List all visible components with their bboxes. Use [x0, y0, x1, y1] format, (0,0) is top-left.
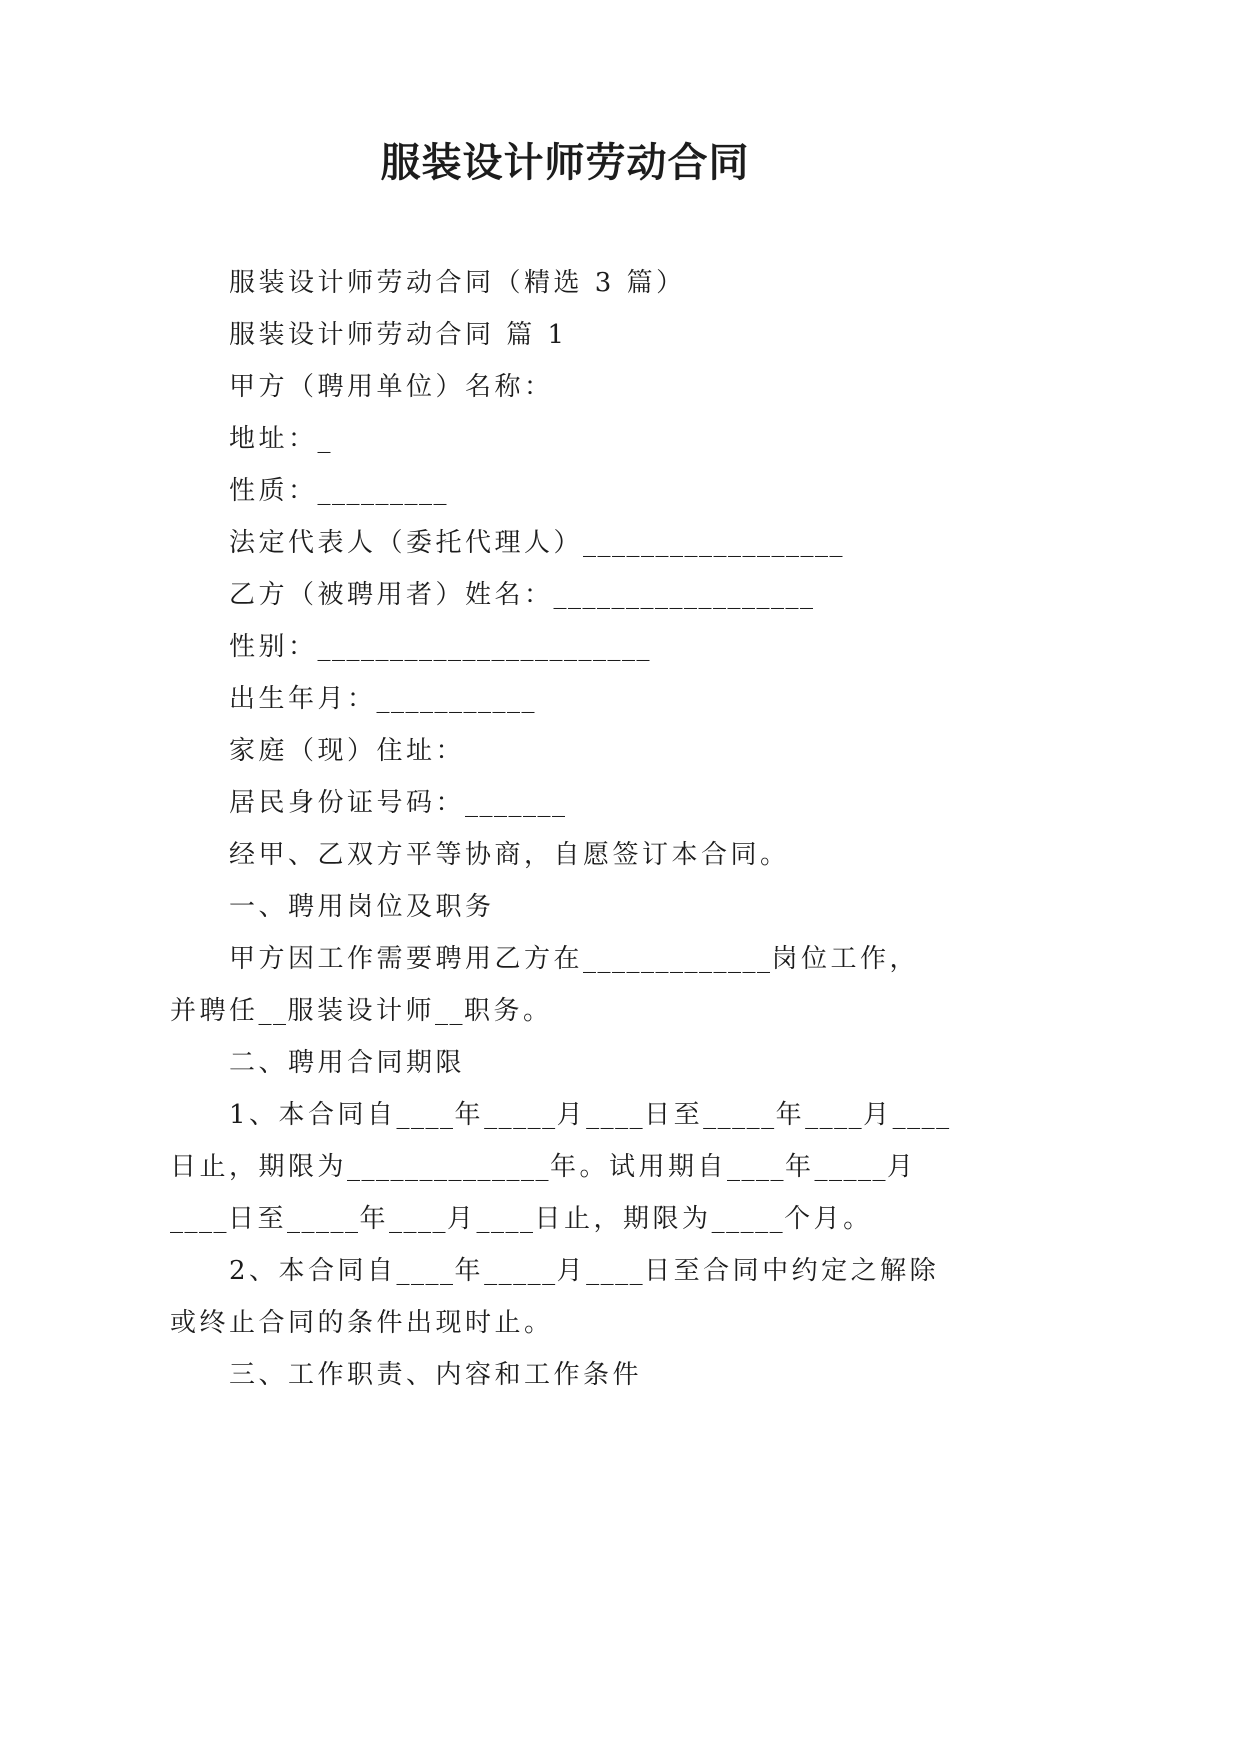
- fill-in-blank: ____: [727, 1152, 786, 1182]
- fill-in-blank: _____: [703, 1100, 776, 1130]
- fill-in-blank: ____: [170, 1204, 228, 1234]
- fill-in-blank: _______________________: [317, 632, 652, 662]
- text-line: 性质：_________: [229, 476, 449, 506]
- fill-in-blank: _______: [465, 788, 567, 818]
- text-line: 法定代表人（委托代理人）__________________: [229, 528, 845, 558]
- fill-in-blank: __________________: [583, 528, 845, 558]
- section-heading-1: [170, 881, 960, 933]
- fill-in-blank: __: [258, 996, 288, 1026]
- text-line: ____日至_____年____月____日止，期限为_____个月。: [170, 1204, 873, 1234]
- field-party-a-name: [170, 361, 960, 413]
- text-line: 服装设计师劳动合同（精选 3 篇）: [229, 268, 686, 298]
- text-line: 居民身份证号码：_______: [229, 788, 567, 818]
- section-heading-3: [170, 1349, 960, 1401]
- field-home-address: [170, 725, 960, 777]
- text-line: 出生年月：___________: [229, 684, 537, 714]
- fill-in-blank: __________________: [553, 580, 815, 610]
- text-line: 或终止合同的条件出现时止。: [170, 1308, 554, 1338]
- field-nature: [170, 465, 960, 517]
- text-line: 甲方（聘用单位）名称：: [229, 372, 554, 402]
- fill-in-blank: _____________: [583, 944, 772, 974]
- fill-in-blank: _____: [711, 1204, 785, 1234]
- fill-in-blank: ____: [389, 1204, 448, 1234]
- paragraph-agreement: [170, 829, 960, 881]
- text-line: 服装设计师劳动合同 篇 1: [229, 320, 568, 350]
- paragraph-term-1: [170, 1089, 960, 1245]
- fill-in-blank: ___________: [376, 684, 537, 714]
- fill-in-blank: _: [317, 424, 333, 454]
- fill-in-blank: _____: [814, 1152, 888, 1182]
- paragraph-term-2: [170, 1245, 960, 1349]
- text-line: 日止，期限为______________年。试用期自____年_____月: [170, 1152, 917, 1182]
- field-legal-representative: [170, 517, 960, 569]
- fill-in-blank: ______________: [347, 1152, 551, 1182]
- field-id-number: [170, 777, 960, 829]
- text-line: 经甲、乙双方平等协商，自愿签订本合同。: [229, 840, 790, 870]
- section-heading-2: [170, 1037, 960, 1089]
- text-line: 三、工作职责、内容和工作条件: [229, 1360, 643, 1390]
- fill-in-blank: ____: [586, 1256, 645, 1286]
- text-line: 并聘任__服装设计师__职务。: [170, 996, 553, 1026]
- paragraph-part-heading: [170, 309, 960, 361]
- fill-in-blank: ____: [586, 1100, 645, 1130]
- text-line: 地址：_: [229, 424, 333, 454]
- text-line: 乙方（被聘用者）姓名：__________________: [229, 580, 815, 610]
- fill-in-blank: _________: [317, 476, 449, 506]
- text-line: 家庭（现）住址：: [229, 736, 466, 766]
- field-party-b-name: [170, 569, 960, 621]
- fill-in-blank: _____: [484, 1100, 557, 1130]
- fill-in-blank: __: [435, 996, 465, 1026]
- fill-in-blank: ____: [396, 1100, 455, 1130]
- fill-in-blank: _____: [287, 1204, 360, 1234]
- text-line: 甲方因工作需要聘用乙方在_____________岗位工作，: [229, 944, 920, 974]
- fill-in-blank: ____: [396, 1256, 455, 1286]
- fill-in-blank: ____: [892, 1100, 951, 1130]
- fill-in-blank: _____: [484, 1256, 557, 1286]
- fill-in-blank: ____: [476, 1204, 535, 1234]
- paragraph-position: [170, 933, 960, 1037]
- paragraph-series-title: [170, 257, 960, 309]
- field-gender: [170, 621, 960, 673]
- document-title: 服装设计师劳动合同: [380, 139, 750, 186]
- text-line: 性别：_______________________: [229, 632, 652, 662]
- document-body: [170, 140, 960, 1401]
- text-line: 2、本合同自____年_____月____日至合同中约定之解除: [229, 1256, 940, 1286]
- fill-in-blank: ____: [805, 1100, 864, 1130]
- text-line: 二、聘用合同期限: [229, 1048, 466, 1078]
- text-line: 1、本合同自____年_____月____日至_____年____月____: [229, 1100, 951, 1130]
- text-line: 一、聘用岗位及职务: [229, 892, 495, 922]
- field-address: [170, 413, 960, 465]
- field-birth-date: [170, 673, 960, 725]
